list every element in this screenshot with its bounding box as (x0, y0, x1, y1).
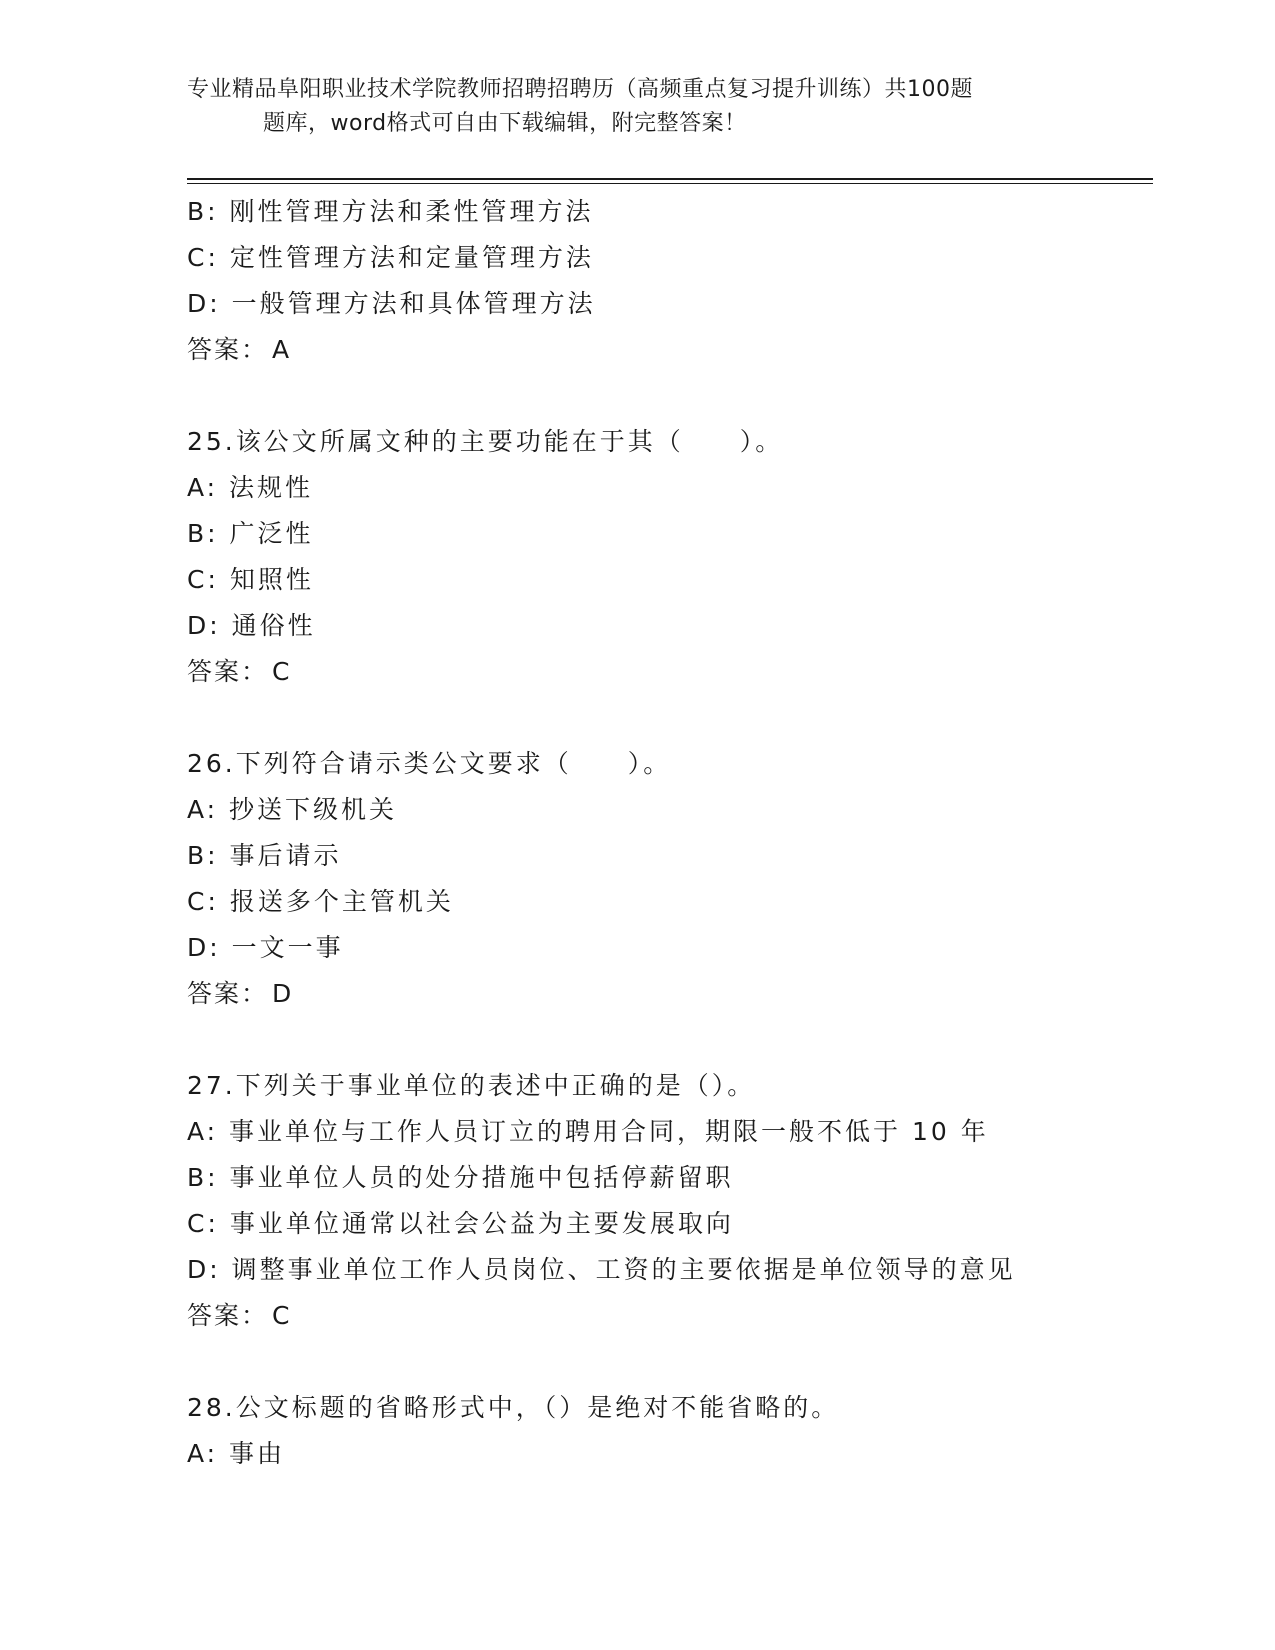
question-block-28 (187, 1385, 1147, 1477)
option-a: A: 抄送下级机关 (187, 795, 398, 824)
option-c: C: 事业单位通常以社会公益为主要发展取向 (187, 1209, 734, 1238)
answer-label: 答案： (187, 979, 269, 1008)
document-header (187, 73, 1067, 141)
option-c: C: 报送多个主管机关 (187, 887, 454, 916)
answer-value: A (272, 335, 293, 364)
option-b: B: 刚性管理方法和柔性管理方法 (187, 197, 594, 226)
option-a: A: 法规性 (187, 473, 314, 502)
header-divider-thin (187, 183, 1153, 184)
option-b: B: 事业单位人员的处分措施中包括停薪留职 (187, 1163, 734, 1192)
header-title-line-1: 专业精品阜阳职业技术学院教师招聘招聘历（高频重点复习提升训练）共100题 (187, 77, 973, 102)
question-list (187, 189, 1147, 1477)
option-b: B: 广泛性 (187, 519, 314, 548)
question-stem: 27.下列关于事业单位的表述中正确的是（）。 (187, 1071, 756, 1100)
option-d: D: 一般管理方法和具体管理方法 (187, 289, 596, 318)
answer-line (187, 649, 1147, 695)
question-block-24-continued (187, 189, 1147, 373)
answer-label: 答案： (187, 657, 269, 686)
answer-line (187, 971, 1147, 1017)
header-divider-thick (187, 178, 1153, 180)
option-c: C: 知照性 (187, 565, 314, 594)
option-b: B: 事后请示 (187, 841, 342, 870)
answer-line (187, 1293, 1147, 1339)
option-d: D: 一文一事 (187, 933, 344, 962)
question-block-25 (187, 419, 1147, 695)
answer-value: C (272, 1301, 293, 1330)
answer-value: C (272, 657, 293, 686)
question-block-27 (187, 1063, 1147, 1339)
question-stem: 25.该公文所属文种的主要功能在于其（ ）。 (187, 427, 784, 456)
answer-line (187, 327, 1147, 373)
question-stem: 28.公文标题的省略形式中，（）是绝对不能省略的。 (187, 1393, 840, 1422)
answer-value: D (272, 979, 295, 1008)
option-d: D: 调整事业单位工作人员岗位、工资的主要依据是单位领导的意见 (187, 1255, 1016, 1284)
option-c: C: 定性管理方法和定量管理方法 (187, 243, 594, 272)
option-d: D: 通俗性 (187, 611, 316, 640)
header-title-line-2: 题库，word格式可自由下载编辑，附完整答案！ (263, 111, 747, 136)
answer-label: 答案： (187, 1301, 269, 1330)
option-a: A: 事业单位与工作人员订立的聘用合同，期限一般不低于 10 年 (187, 1117, 989, 1146)
question-block-26 (187, 741, 1147, 1017)
question-stem: 26.下列符合请示类公文要求（ ）。 (187, 749, 672, 778)
answer-label: 答案： (187, 335, 269, 364)
option-a: A: 事由 (187, 1439, 286, 1468)
